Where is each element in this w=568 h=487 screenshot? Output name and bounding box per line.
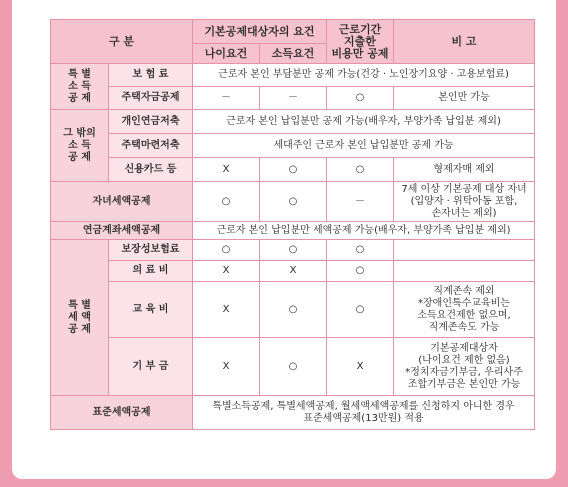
medical-label: 의 료 비 xyxy=(109,261,193,282)
header-income: 소득요건 xyxy=(260,44,327,64)
donation-income: ○ xyxy=(260,338,327,396)
header-remarks: 비 고 xyxy=(394,20,535,64)
insurance-label: 보 험 료 xyxy=(109,64,193,87)
credit-card-age: X xyxy=(193,158,260,182)
housing-fund-age: － xyxy=(193,87,260,110)
housing-fund-label: 주택자금공제 xyxy=(109,87,193,110)
pension-savings-desc: 근로자 본인 납입분만 공제 가능(배우자, 부양가족 납입분 제외) xyxy=(193,110,535,134)
header-category: 구 분 xyxy=(51,20,193,64)
protection-insurance-age: ○ xyxy=(193,240,260,261)
pension-savings-label: 개인연금저축 xyxy=(109,110,193,134)
credit-card-label: 신용카드 등 xyxy=(109,158,193,182)
education-label: 교 육 비 xyxy=(109,282,193,338)
donation-age: X xyxy=(193,338,260,396)
housing-fund-income: － xyxy=(260,87,327,110)
table-row xyxy=(51,182,535,222)
table-row xyxy=(51,222,535,240)
standard-tax-credit-desc: 특별소득공제, 특별세액공제, 월세액세액공제를 신청하지 아니한 경우 표준세액공제(13만원) 적용 xyxy=(193,396,535,430)
table-row xyxy=(51,64,535,87)
deduction-requirements-table xyxy=(50,19,535,430)
table-row xyxy=(51,87,535,110)
protection-insurance-income: ○ xyxy=(260,240,327,261)
child-tax-credit-period: － xyxy=(327,182,394,222)
donation-label: 기 부 금 xyxy=(109,338,193,396)
housing-savings-label: 주택마련저축 xyxy=(109,134,193,158)
pension-account-credit-desc: 근로자 본인 납입분만 세액공제 가능(배우자, 부양가족 납입분 제외) xyxy=(193,222,535,240)
header-period-requirement: 근로기간 지출한 비용만 공제 xyxy=(327,20,394,64)
medical-period: ○ xyxy=(327,261,394,282)
education-period: ○ xyxy=(327,282,394,338)
donation-remark: 기본공제대상자 (나이요건 제한 없음) *정치자금기부금, 우리사주 조합기부금은 본인만 가능 xyxy=(394,338,535,396)
medical-income: X xyxy=(260,261,327,282)
table-row xyxy=(51,240,535,261)
table-row xyxy=(51,396,535,430)
child-tax-credit-remark: 7세 이상 기본공제 대상 자녀 (입양자 · 위탁아동 포함, 손자녀는 제외) xyxy=(394,182,535,222)
protection-insurance-label: 보장성보험료 xyxy=(109,240,193,261)
insurance-desc: 근로자 본인 부담분만 공제 가능(건강 · 노인장기요양 · 고용보험료) xyxy=(193,64,535,87)
header-row-1 xyxy=(51,20,535,44)
table-row xyxy=(51,134,535,158)
child-tax-credit-label: 자녀세액공제 xyxy=(51,182,193,222)
housing-fund-remark: 본인만 가능 xyxy=(394,87,535,110)
education-remark: 직계존속 제외 *장애인특수교육비는 소득요건제한 없으며, 직계존속도 가능 xyxy=(394,282,535,338)
medical-age: X xyxy=(193,261,260,282)
other-income-deduction-label: 그 밖의 소 득 공 제 xyxy=(51,110,109,182)
child-tax-credit-age: ○ xyxy=(193,182,260,222)
table-row xyxy=(51,261,535,282)
header-basic-requirements: 기본공제대상자의 요건 xyxy=(193,20,327,44)
table-row xyxy=(51,158,535,182)
credit-card-income: ○ xyxy=(260,158,327,182)
standard-tax-credit-label: 표준세액공제 xyxy=(51,396,193,430)
education-income: ○ xyxy=(260,282,327,338)
credit-card-remark: 형제자매 제외 xyxy=(394,158,535,182)
table-row xyxy=(51,282,535,338)
protection-insurance-period: ○ xyxy=(327,240,394,261)
document-page xyxy=(12,0,556,479)
special-tax-credit-label: 특 별 세 액 공 제 xyxy=(51,240,109,396)
child-tax-credit-income: ○ xyxy=(260,182,327,222)
pension-account-credit-label: 연금계좌세액공제 xyxy=(51,222,193,240)
housing-fund-period: ○ xyxy=(327,87,394,110)
protection-insurance-remark xyxy=(394,240,535,261)
header-age: 나이요건 xyxy=(193,44,260,64)
credit-card-period: ○ xyxy=(327,158,394,182)
donation-period: X xyxy=(327,338,394,396)
special-income-deduction-label: 특 별 소 득 공 제 xyxy=(51,64,109,110)
table-row xyxy=(51,338,535,396)
housing-savings-desc: 세대주인 근로자 본인 납입분만 공제 가능 xyxy=(193,134,535,158)
medical-remark xyxy=(394,261,535,282)
table-row xyxy=(51,110,535,134)
education-age: X xyxy=(193,282,260,338)
